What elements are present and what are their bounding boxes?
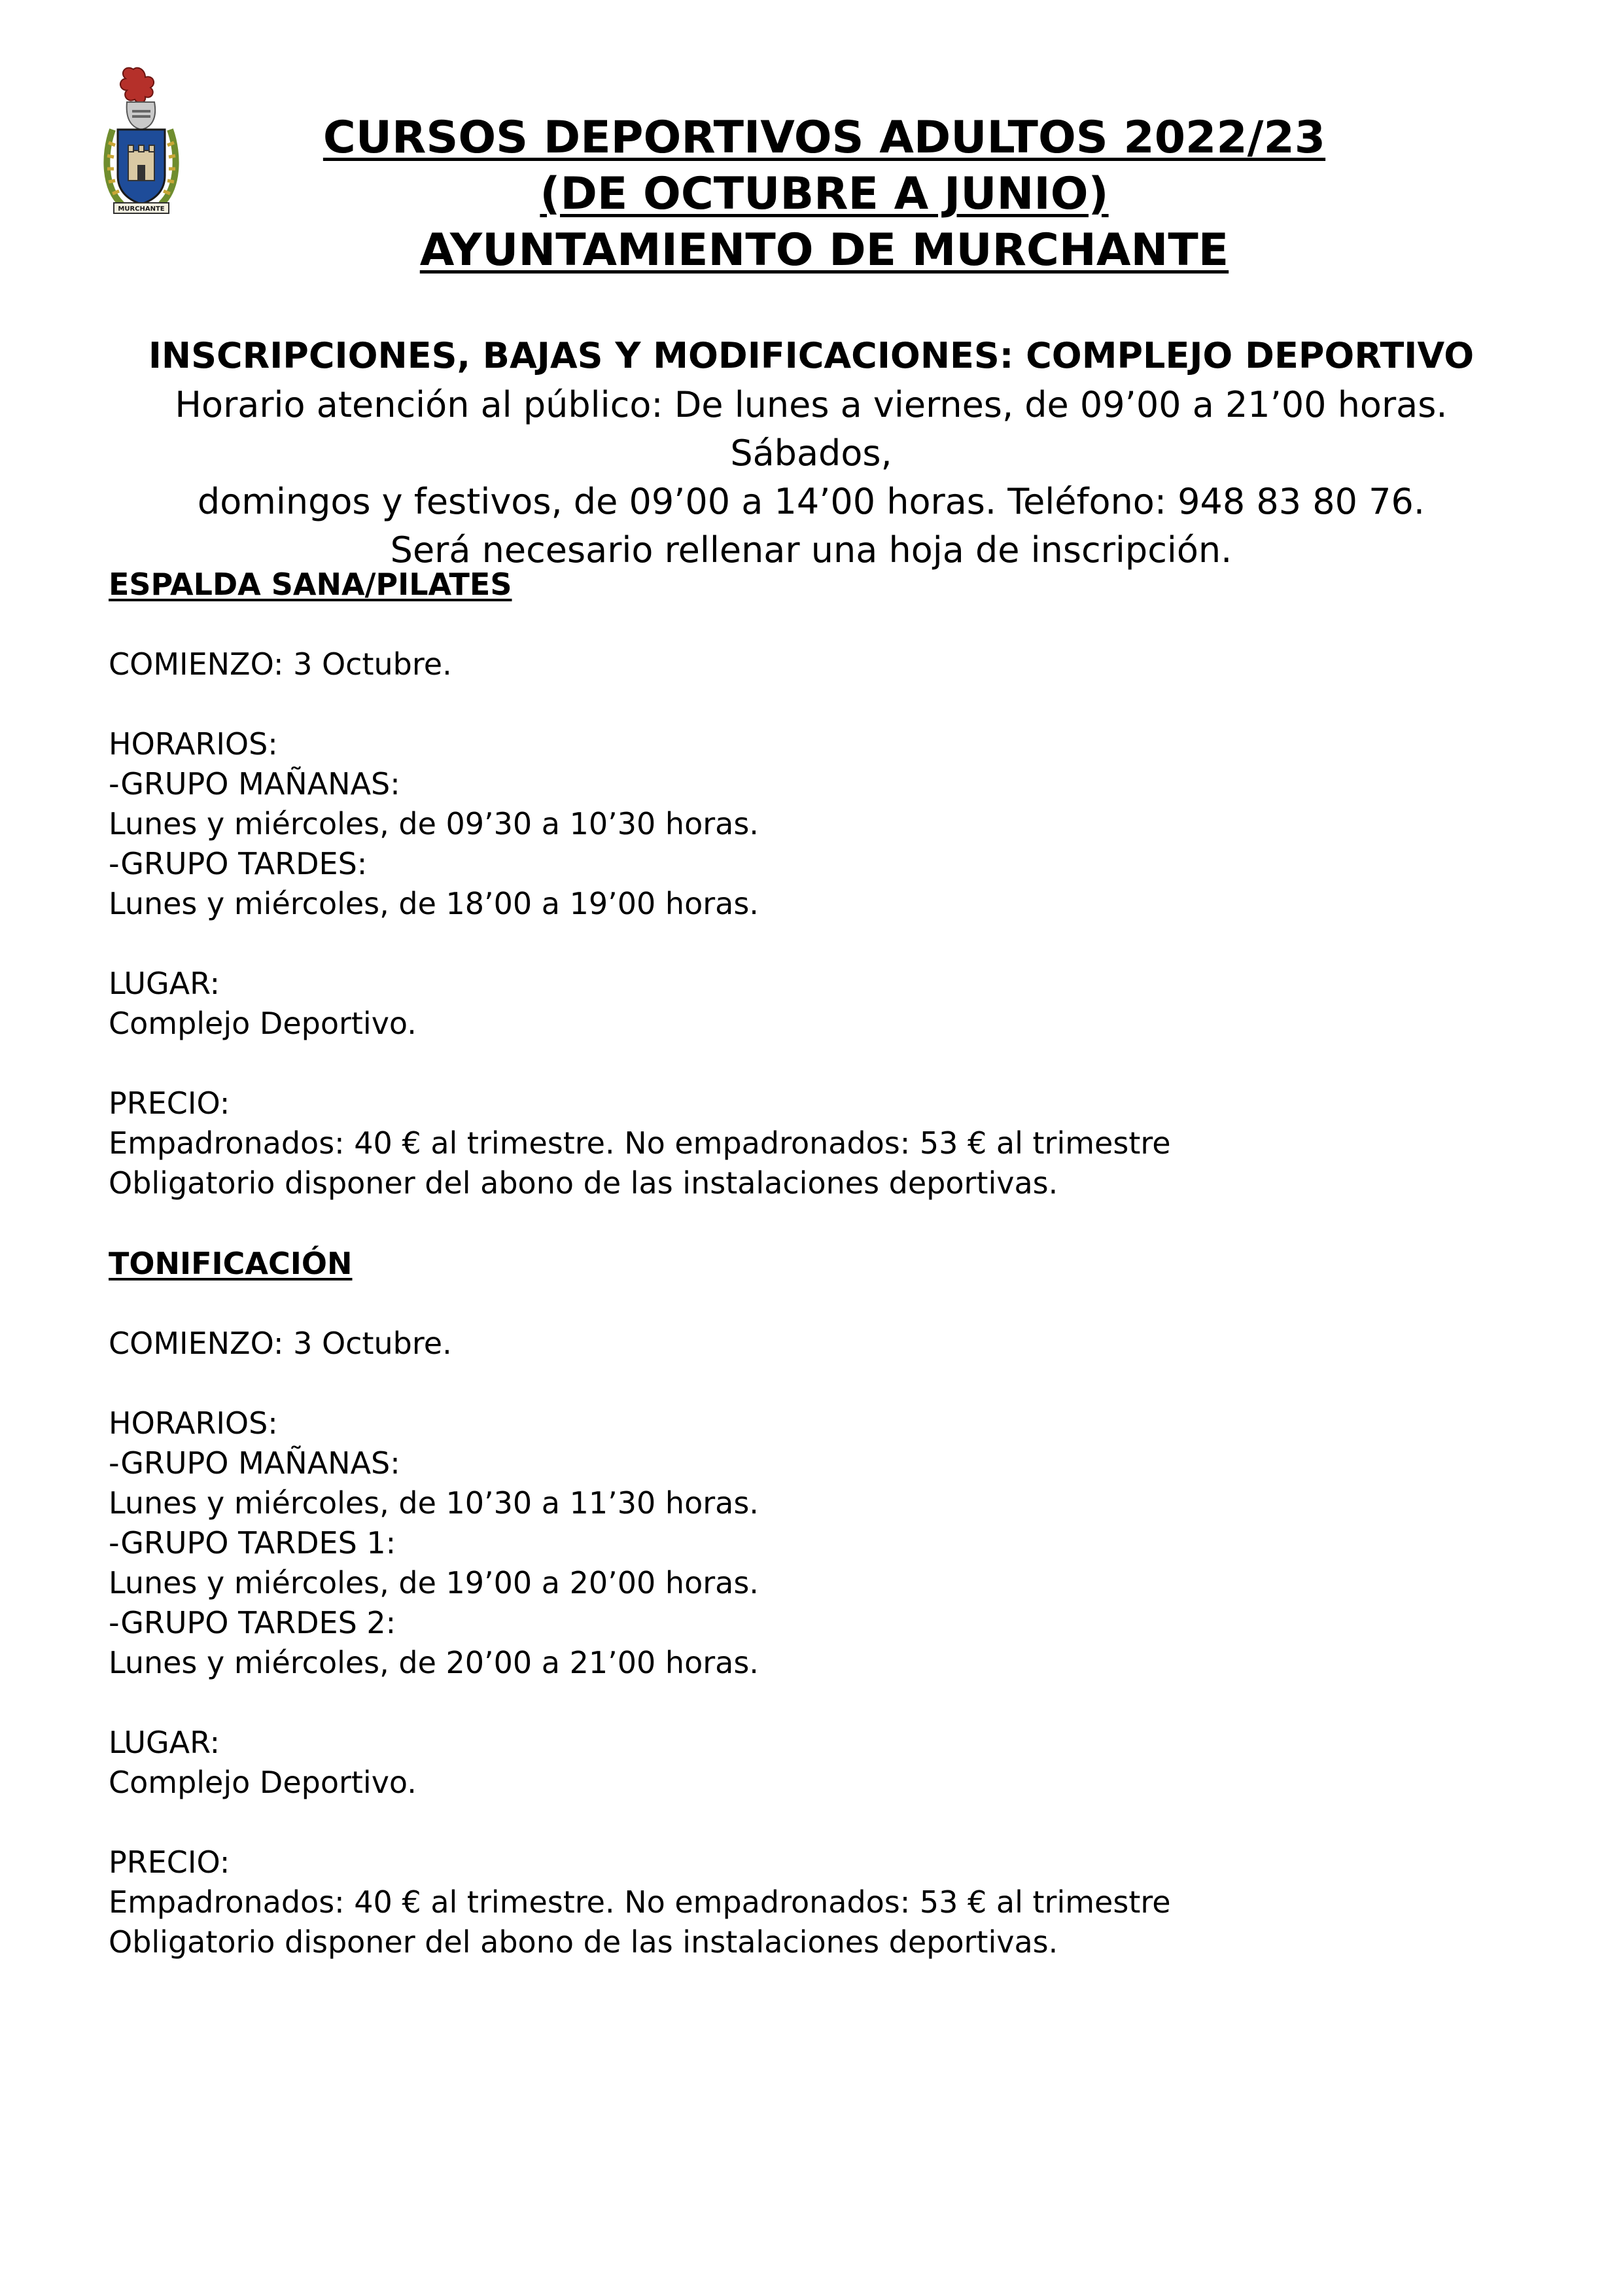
title-line: CURSOS DEPORTIVOS ADULTOS 2022/23 [323,112,1326,164]
group-schedule: Lunes y miércoles, de 09’30 a 10’30 horas. [109,806,759,841]
group-name: -GRUPO MAÑANAS: [109,766,400,802]
group-schedule: Lunes y miércoles, de 10’30 a 11’30 horas. [109,1485,759,1521]
registration-line: Horario atención al público: De lunes a viernes, de 09’00 a 21’00 horas. Sábados, [175,384,1448,474]
registration-heading: INSCRIPCIONES, BAJAS Y MODIFICACIONES: COMPLEJO DEPORTIVO [148,335,1475,376]
precio-label: PRECIO: [109,1845,230,1880]
lugar-label: LUGAR: [109,966,220,1001]
lugar-value: Complejo Deportivo. [109,1006,417,1041]
registration-info [98,331,1524,574]
group-name: -GRUPO TARDES 1: [109,1525,396,1561]
group-name: -GRUPO MAÑANAS: [109,1445,400,1481]
title-line: (DE OCTUBRE A JUNIO) [540,168,1109,220]
registration-line: domingos y festivos, de 09’00 a 14’00 horas. Teléfono: 948 83 80 76. [197,481,1425,522]
precio-label: PRECIO: [109,1086,230,1121]
precio-note: Obligatorio disponer del abono de las instalaciones deportivas. [109,1924,1058,1960]
group-schedule: Lunes y miércoles, de 18’00 a 19’00 horas. [109,886,759,921]
group-schedule: Lunes y miércoles, de 20’00 a 21’00 horas. [109,1645,759,1680]
course-start: COMIENZO: 3 Octubre. [109,646,452,682]
svg-text:MURCHANTE: MURCHANTE [118,205,165,213]
registration-line: Será necesario rellenar una hoja de inscripción. [390,529,1232,571]
course-title: ESPALDA SANA/PILATES [109,567,512,602]
course-start: COMIENZO: 3 Octubre. [109,1326,452,1361]
group-name: -GRUPO TARDES: [109,846,368,881]
course-section-espalda-sana [109,564,1548,1243]
lugar-label: LUGAR: [109,1725,220,1760]
title-line: AYUNTAMIENTO DE MURCHANTE [419,224,1229,276]
course-sections [109,564,1548,1962]
horarios-label: HORARIOS: [109,1405,278,1441]
group-schedule: Lunes y miércoles, de 19’00 a 20’00 horas. [109,1565,759,1600]
lugar-value: Complejo Deportivo. [109,1765,417,1800]
precio-note: Obligatorio disponer del abono de las instalaciones deportivas. [109,1165,1058,1201]
course-title: TONIFICACIÓN [109,1246,353,1281]
horarios-label: HORARIOS: [109,726,278,762]
precio-value: Empadronados: 40 € al trimestre. No empadronados: 53 € al trimestre [109,1884,1171,1920]
course-section-tonificacion [109,1243,1548,1962]
document-title [170,110,1478,279]
group-name: -GRUPO TARDES 2: [109,1605,396,1640]
precio-value: Empadronados: 40 € al trimestre. No empadronados: 53 € al trimestre [109,1125,1171,1161]
